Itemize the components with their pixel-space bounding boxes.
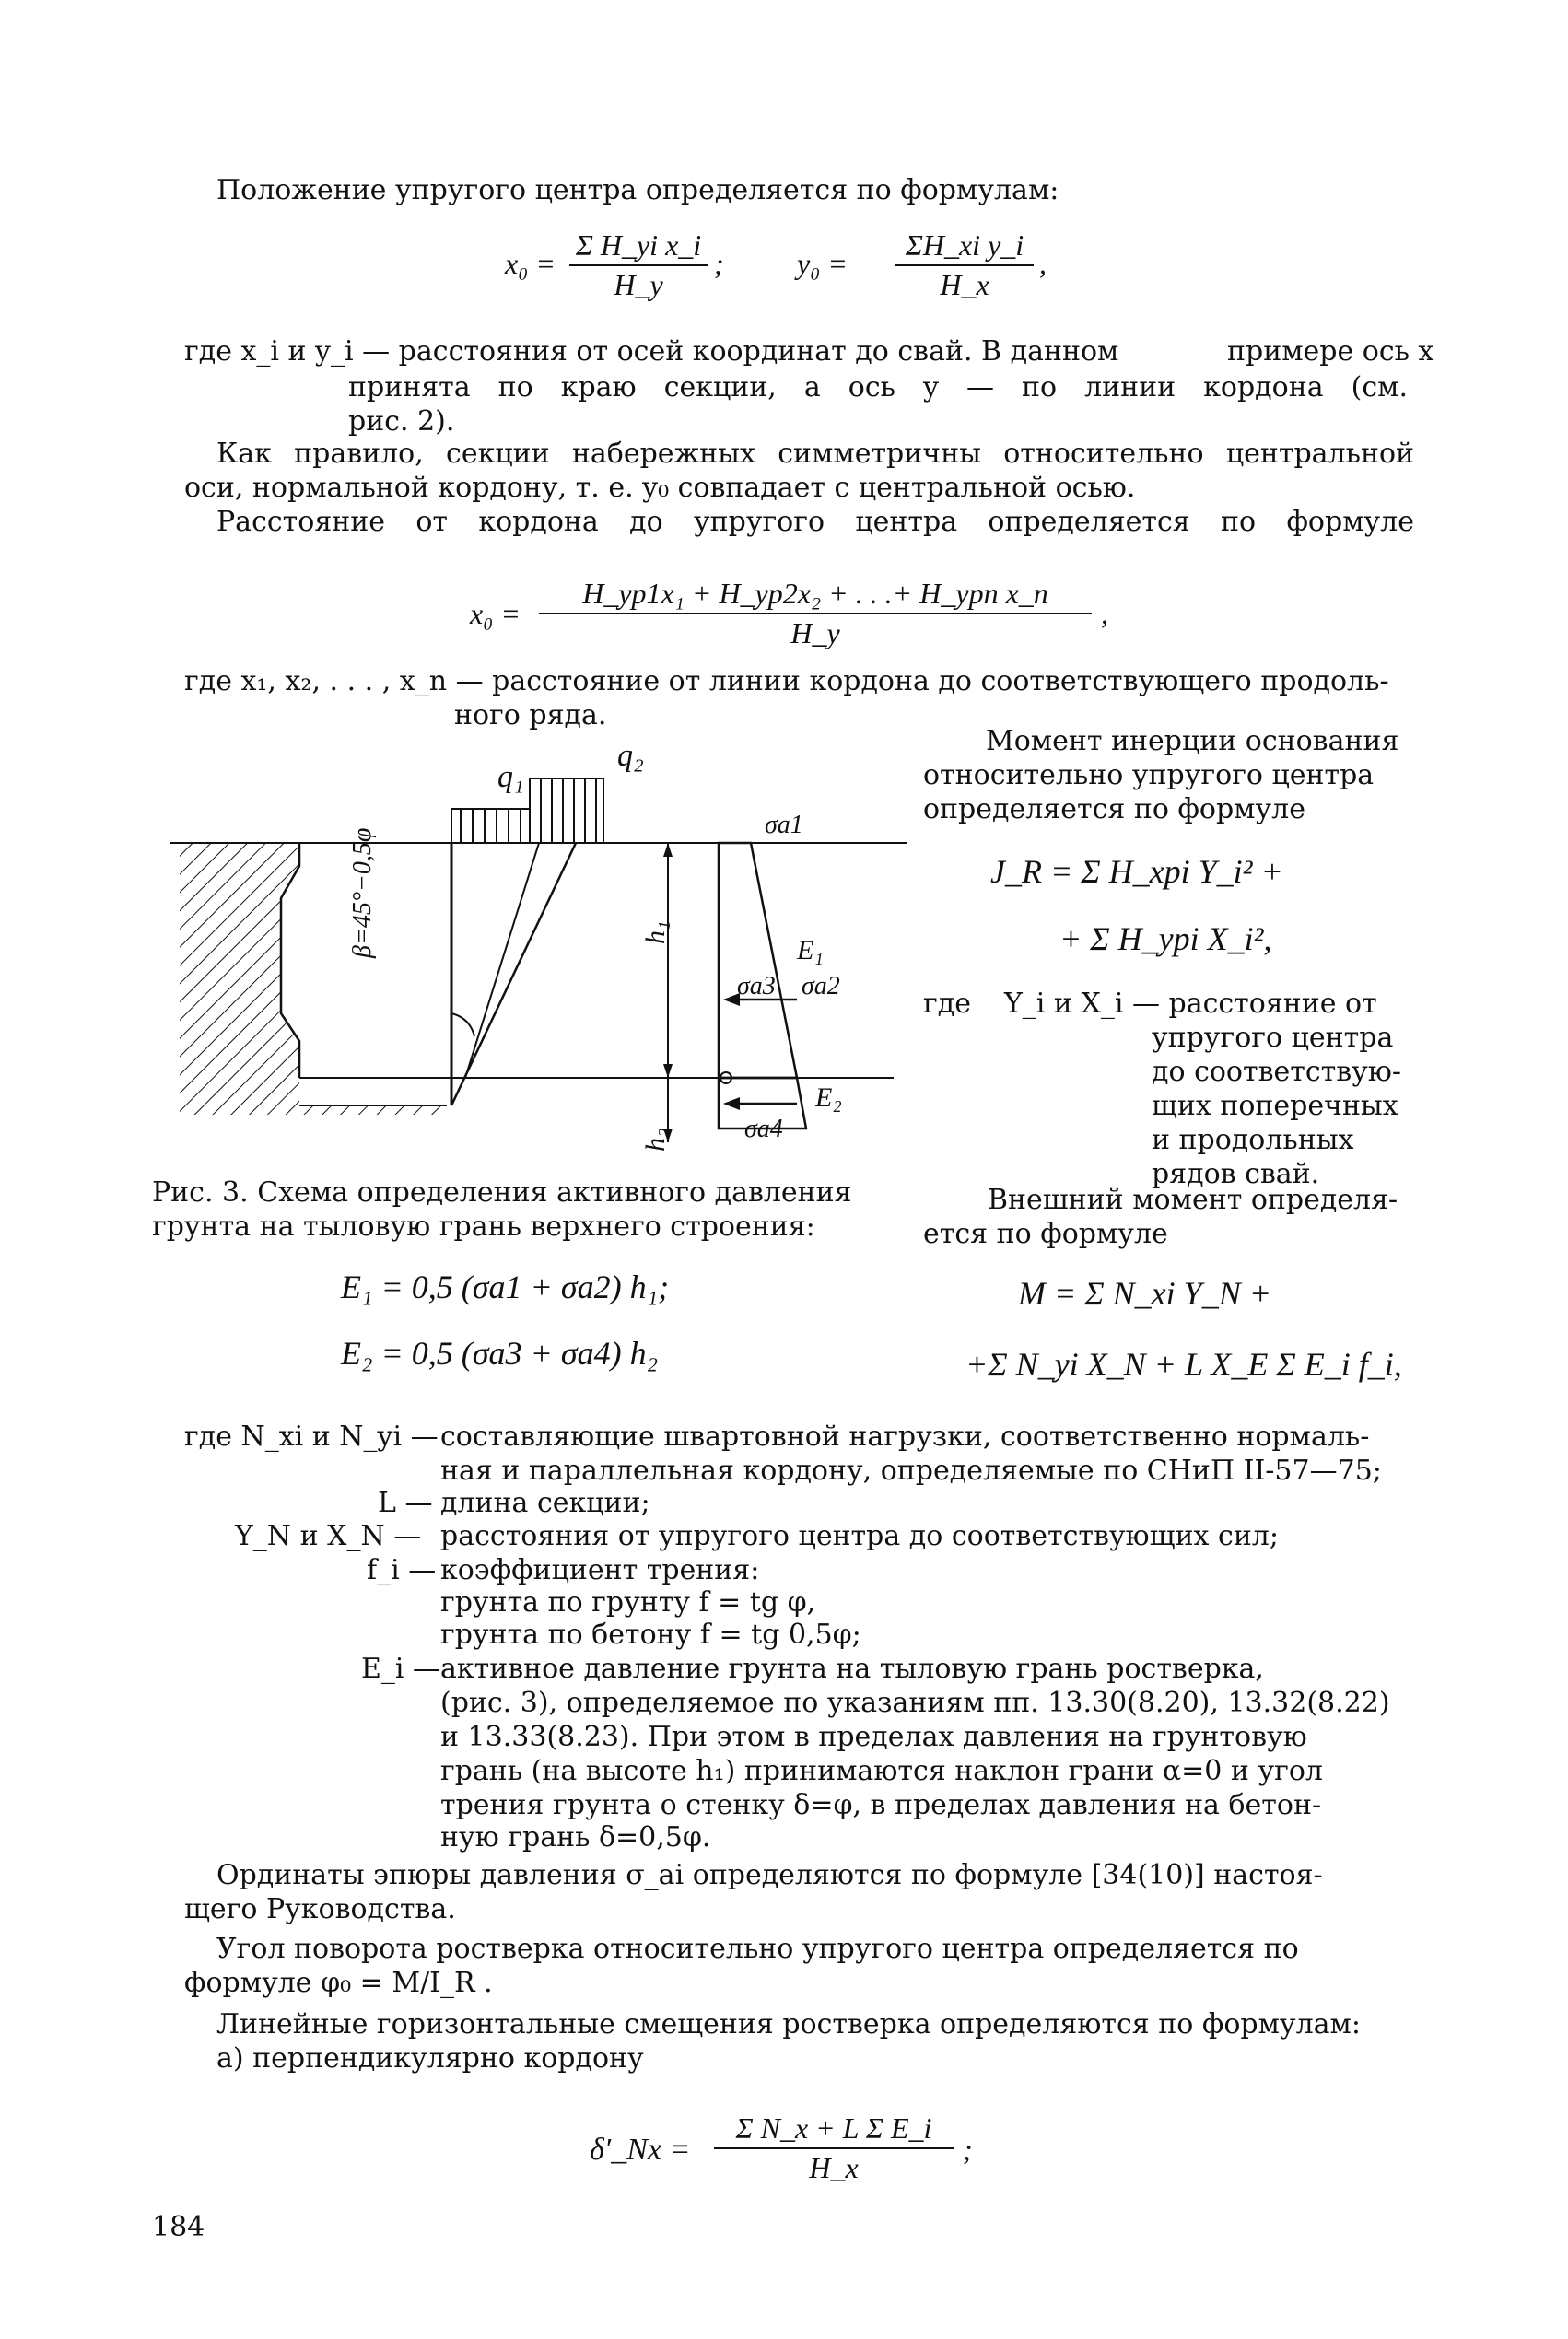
inertia-line3: определяется по формуле bbox=[923, 793, 1305, 825]
def-f-concrete: грунта по бетону f = tg 0,5φ; bbox=[440, 1619, 861, 1651]
def-E-text1: активное давление грунта на тыловую грань ростверка, bbox=[440, 1653, 1264, 1685]
def-E-symbol: E_i — bbox=[361, 1653, 441, 1685]
formula2-denominator: H_y bbox=[790, 616, 840, 649]
formula2-fraction bbox=[539, 577, 1092, 650]
formula-y0-lhs: y₀ = bbox=[797, 247, 848, 280]
where3-line5: и продольных bbox=[1152, 1124, 1354, 1156]
formula3-end: ; bbox=[963, 2133, 973, 2166]
def-YX-symbol: Y_N и X_N — bbox=[235, 1520, 422, 1552]
formula-y0-fraction bbox=[895, 228, 1034, 302]
def-Nx-Ny-text: составляющие швартовной нагрузки, соответственно нормаль- bbox=[440, 1421, 1370, 1453]
label-q1: q₁ bbox=[497, 760, 524, 794]
formula-end: , bbox=[1039, 247, 1047, 280]
formula3-numerator: Σ N_x + L Σ E_i bbox=[714, 2111, 954, 2149]
angle-arc bbox=[451, 1013, 474, 1036]
formula-separator: ; bbox=[714, 247, 724, 280]
surcharge-q1 bbox=[451, 809, 530, 843]
para-linear-line2: а) перпендикулярно кордону bbox=[216, 2042, 644, 2075]
def-E-text2: (рис. 3), определяемое по указаниям пп. 13.30(8.20), 13.32(8.22) bbox=[440, 1687, 1390, 1719]
label-E1: E₁ bbox=[797, 935, 824, 965]
para-ordinates-line2: щего Руководства. bbox=[184, 1893, 456, 1925]
formula-JR-line2: + Σ H_ypi X_i², bbox=[1059, 920, 1272, 957]
label-sigma-a3: σa3 bbox=[737, 972, 776, 1000]
where1-line3: рис. 2). bbox=[348, 405, 455, 438]
where3-line6: рядов свай. bbox=[1152, 1158, 1320, 1190]
formula-x0-fraction bbox=[569, 228, 708, 302]
formula-y0-numerator: ΣH_xi y_i bbox=[895, 228, 1034, 266]
where3-line2: упругого центра bbox=[1152, 1022, 1394, 1054]
def-E-text4: грань (на высоте h₁) принимаются наклон грани α=0 и угол bbox=[440, 1755, 1323, 1787]
pressure-epure-upper bbox=[719, 843, 797, 1078]
def-Nx-Ny-text2: ная и параллельная кордону, определяемые по СНиП II-57—75; bbox=[440, 1455, 1382, 1487]
figure-caption-line1: Рис. 3. Схема определения активного давления bbox=[152, 1176, 852, 1209]
formula-JR-line1: J_R = Σ H_xpi Y_i² + bbox=[990, 853, 1283, 890]
moment-line1: Внешний момент определя- bbox=[988, 1184, 1398, 1216]
para-distance: Расстояние от кордона до упругого центра определяется по формуле bbox=[216, 506, 1414, 538]
para-symmetric-line1: Как правило, секции набережных симметричны относительно центральной bbox=[216, 438, 1414, 470]
def-f-soil: грунта по грунту f = tg φ, bbox=[440, 1586, 816, 1619]
formula3-fraction bbox=[714, 2111, 954, 2185]
where1-line1: где x_i и y_i — расстояния от осей координат до свай. В данном bbox=[184, 335, 1119, 368]
where3-line1: Y_i и X_i — расстояние от bbox=[1004, 988, 1377, 1020]
def-YX-text: расстояния от упругого центра до соответствующих сил; bbox=[440, 1520, 1279, 1552]
para-linear-line1: Линейные горизонтальные смещения ростверка определяются по формулам: bbox=[216, 2008, 1361, 2041]
label-E2: E₂ bbox=[815, 1082, 842, 1113]
formula3-denominator: H_x bbox=[809, 2151, 859, 2184]
inertia-line1: Момент инерции основания bbox=[986, 725, 1399, 757]
equation-E1: E₁ = 0,5 (σa1 + σa2) h₁; bbox=[341, 1269, 670, 1305]
moment-line2: ется по формуле bbox=[923, 1218, 1168, 1250]
def-L-symbol: L — bbox=[378, 1487, 433, 1519]
formula2-lhs: x₀ = bbox=[470, 597, 521, 630]
def-f-symbol: f_i — bbox=[367, 1554, 437, 1586]
label-h2: h₂ bbox=[640, 1128, 671, 1152]
slip-plane-1 bbox=[451, 843, 576, 1105]
formula2-numerator: H_yp1x₁ + H_yp2x₂ + . . .+ H_ypn x_n bbox=[539, 577, 1092, 614]
formula3-lhs: δ′_Nx = bbox=[590, 2133, 691, 2167]
para-symmetric-line2: оси, нормальной кордону, т. е. y₀ совпадает с центральной осью. bbox=[184, 472, 1136, 504]
def-f-text: коэффициент трения: bbox=[440, 1554, 760, 1586]
label-h1: h₁ bbox=[640, 920, 671, 944]
def-E-text3: и 13.33(8.23). При этом в пределах давления на грунтовую bbox=[440, 1721, 1307, 1753]
def-Nx-Ny-symbol: где N_xi и N_yi — bbox=[184, 1421, 439, 1453]
def-E-text6: ную грань δ=0,5φ. bbox=[440, 1821, 711, 1854]
figure-caption-line2: грунта на тыловую грань верхнего строения: bbox=[152, 1210, 815, 1243]
where2-line1: где x₁, x₂, . . . , x_n — расстояние от линии кордона до соответствующего продоль- bbox=[184, 665, 1389, 697]
def-L-text: длина секции; bbox=[440, 1487, 650, 1519]
equation-E2: E₂ = 0,5 (σa3 + σa4) h₂ bbox=[341, 1335, 659, 1372]
where1-line1-end: примере ось x bbox=[1227, 335, 1434, 368]
where2-line2: ного ряда. bbox=[454, 699, 607, 731]
where1-line2: принята по краю секции, а ось y — по линии кордона (см. bbox=[348, 371, 1408, 403]
def-E-text5: трения грунта о стенку δ=φ, в пределах давления на бетон- bbox=[440, 1789, 1322, 1821]
inertia-line2: относительно упругого центра bbox=[923, 759, 1375, 791]
para-rotation-line1: Угол поворота ростверка относительно упругого центра определяется по bbox=[216, 1933, 1299, 1965]
where3-label: где bbox=[923, 988, 971, 1020]
intro-text: Положение упругого центра определяется по формулам: bbox=[216, 174, 1059, 206]
where3-line3: до соответствую- bbox=[1152, 1056, 1402, 1088]
label-sigma-a1: σa1 bbox=[765, 811, 803, 839]
soil-hatch-bottom bbox=[180, 1105, 447, 1115]
formula-x0-numerator: Σ H_yi x_i bbox=[569, 228, 708, 266]
formula-y0-denominator: H_x bbox=[940, 268, 989, 301]
label-sigma-a2: σa2 bbox=[802, 972, 840, 1000]
where3-line4: щих поперечных bbox=[1152, 1090, 1398, 1122]
page-number: 184 bbox=[152, 2211, 205, 2243]
formula-x0-lhs: x₀ = bbox=[505, 247, 556, 280]
label-q2: q₂ bbox=[617, 739, 644, 773]
label-beta: β=45°−0,5φ bbox=[348, 827, 377, 958]
para-rotation-line2: формуле φ₀ = M/I_R . bbox=[184, 1967, 493, 1999]
formula-M-line1: M = Σ N_xi Y_N + bbox=[1018, 1275, 1271, 1312]
formula2-end: , bbox=[1101, 597, 1108, 630]
formula-x0-denominator: H_y bbox=[614, 268, 663, 301]
formula-M-line2: +Σ N_yi X_N + L X_E Σ E_i f_i, bbox=[965, 1346, 1402, 1383]
slip-plane-2 bbox=[465, 843, 539, 1078]
para-ordinates-line1: Ординаты эпюры давления σ_ai определяются по формуле [34(10)] настоя- bbox=[216, 1859, 1323, 1891]
label-sigma-a4: σa4 bbox=[744, 1115, 783, 1143]
